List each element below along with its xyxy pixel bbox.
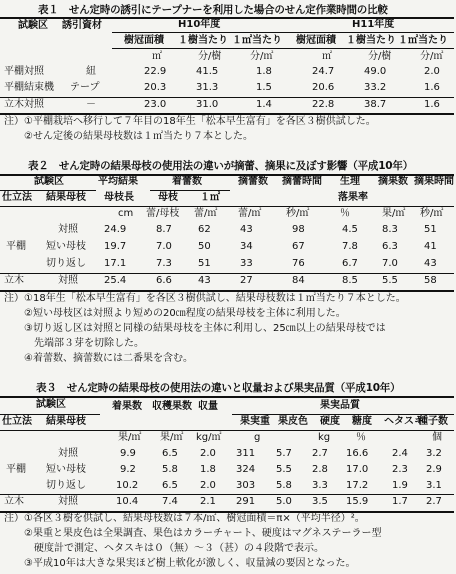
table3-row3-v0: 10.2 bbox=[116, 480, 139, 491]
table2-header-len2: 母枝長 bbox=[104, 192, 134, 203]
table2-last-v4: 84 bbox=[292, 275, 305, 286]
table3-header-rule-b bbox=[232, 414, 454, 415]
table2-row3-v4: 76 bbox=[292, 258, 305, 269]
table2-header-bud: 着蕾数 bbox=[172, 176, 202, 187]
table3-last-method: 立木 bbox=[4, 496, 24, 507]
table2-row2-v3: 34 bbox=[240, 241, 253, 252]
table1-header-h10: H10年度 bbox=[178, 19, 221, 30]
table2-header-branch: 結果母枝 bbox=[46, 192, 86, 203]
table3-title: 表３ せん定時の結果母枝の使用法の違いと収量および果実品質（平成10年） bbox=[36, 382, 401, 394]
table2-unit-6: 果/㎡ bbox=[382, 208, 406, 219]
table2-row2-branch: 短い母枝 bbox=[46, 241, 86, 252]
table2-unit-rule bbox=[0, 206, 454, 207]
table3-last-v8: 2.7 bbox=[426, 496, 442, 507]
table2-header-bud-b: １㎡ bbox=[200, 192, 220, 203]
table2-header-rule-b bbox=[150, 190, 230, 191]
table1-year-rule bbox=[112, 32, 454, 33]
table3-row1-v8: 3.2 bbox=[426, 448, 442, 459]
table3-unit-3: g bbox=[254, 432, 261, 443]
table3-unit-6: ％ bbox=[356, 432, 366, 443]
table2-header-plot: 試験区 bbox=[34, 176, 64, 187]
table1-row3-plot: 立木対照 bbox=[4, 99, 44, 110]
table1-row2-plot: 平棚結束機 bbox=[4, 82, 54, 93]
table1-header-material: 誘引資材 bbox=[62, 20, 102, 31]
table2-last-v2: 43 bbox=[198, 275, 211, 286]
table1-title: 表１ せん定時の誘引にテープナーを利用した場合のせん定作業時間の比較 bbox=[38, 4, 388, 16]
table1-row2-tree-h11: 33.2 bbox=[364, 82, 387, 93]
table2-row1-v6: 8.3 bbox=[382, 224, 398, 235]
table3-header-q1: 果皮色 bbox=[278, 416, 308, 427]
table2-header-bud-a: 母枝 bbox=[158, 192, 178, 203]
table2-row3-v3: 33 bbox=[240, 258, 253, 269]
table3-row3-v5: 3.3 bbox=[312, 480, 328, 491]
table1-header-tree-h10: １樹当たり bbox=[178, 35, 228, 46]
table3-last-v5: 3.5 bbox=[312, 496, 328, 507]
table3-header-harv: 収穫果数 bbox=[152, 401, 192, 412]
table2-last-v3: 27 bbox=[240, 275, 253, 286]
table3-header-q3: 糖度 bbox=[352, 416, 372, 427]
table3-row1-v5: 2.7 bbox=[312, 448, 328, 459]
table3-unit-1: 果/㎡ bbox=[160, 432, 184, 443]
table2-note-2: ②短い母枝区は対照より短めの20㎝程度の結果母枝を主体に利用した。 bbox=[4, 308, 346, 319]
table2-row3-v0: 17.1 bbox=[104, 258, 127, 269]
table3-note-2: ②果重と果皮色は全果調査、果色はカラーチャート、硬度はマグネステーラー型 bbox=[4, 528, 382, 539]
table3-row2-v1: 5.8 bbox=[162, 464, 178, 475]
table1-row2-tree-h10: 31.3 bbox=[196, 82, 219, 93]
table2-header-ftime: 摘果時間 bbox=[414, 176, 454, 187]
table3-header-q2: 硬度 bbox=[320, 416, 340, 427]
table3-row1-v4: 5.7 bbox=[276, 448, 292, 459]
table2-row3-branch: 切り返し bbox=[46, 258, 86, 269]
table1-row3-material: － bbox=[86, 99, 96, 110]
table1-unit-m2-h11: 分/㎡ bbox=[420, 51, 444, 62]
table2-row1-v5: 4.5 bbox=[342, 224, 358, 235]
table2-row2-v7: 41 bbox=[424, 241, 437, 252]
table3-row3-v1: 6.5 bbox=[162, 480, 178, 491]
table3-row1-v3: 311 bbox=[236, 448, 256, 459]
table2-unit-2: 蕾/㎡ bbox=[194, 208, 218, 219]
table1-mid-rule bbox=[0, 97, 454, 98]
table2-note-1: 注）①18年生「松本早生富有」を各区３樹供試し、結果母枝数は１㎡当たり７本とした。 bbox=[4, 293, 406, 304]
table3-row2-v4: 5.5 bbox=[276, 464, 292, 475]
table3-last-v2: 2.1 bbox=[200, 496, 216, 507]
table1-header-h11: H11年度 bbox=[352, 19, 395, 30]
table1-header-tree-h11: １樹当たり bbox=[346, 35, 396, 46]
table2-unit-4: 秒/㎡ bbox=[286, 208, 310, 219]
table2-header-len: 平均結果 bbox=[98, 176, 138, 187]
table1-row3-m2-h10: 1.4 bbox=[256, 99, 272, 110]
table3-row1-v0: 9.9 bbox=[120, 448, 136, 459]
table1-row2-material: テープ bbox=[70, 82, 100, 93]
table3-header-set: 着果数 bbox=[112, 401, 142, 412]
table1-unit-area-h10: ㎡ bbox=[152, 51, 162, 62]
table2-row2-v1: 7.0 bbox=[156, 241, 172, 252]
table3-last-v3: 291 bbox=[236, 496, 256, 507]
table3-unit-8: 個 bbox=[432, 432, 442, 443]
table3-row3-v3: 303 bbox=[236, 480, 256, 491]
table2-unit-0: cm bbox=[118, 208, 134, 219]
table2-header-fruit: 摘果数 bbox=[378, 176, 408, 187]
table3-unit-rule bbox=[0, 430, 454, 431]
table3-mid-rule bbox=[0, 494, 454, 495]
table1-note-1: 注）①平棚栽培へ移行して７年目の18年生「松本早生富有」を各区３樹供試した。 bbox=[4, 116, 376, 127]
table1-row1-area-h11: 24.7 bbox=[312, 66, 335, 77]
table2-last-v0: 25.4 bbox=[104, 275, 127, 286]
table3-row1-v1: 6.5 bbox=[162, 448, 178, 459]
table3-header-quality: 果実品質 bbox=[320, 400, 360, 411]
table3-row2-v7: 2.3 bbox=[392, 464, 408, 475]
table3-header-branch: 結果母枝 bbox=[46, 416, 86, 427]
table1-row1-plot: 平棚対照 bbox=[4, 66, 44, 77]
table2-header-rule-a bbox=[0, 190, 96, 191]
table3-row3-branch: 切り返し bbox=[46, 480, 86, 491]
table3-header-q4: ヘタスキ bbox=[384, 416, 424, 427]
table3-last-branch: 対照 bbox=[58, 496, 78, 507]
table2-row2-v5: 7.8 bbox=[342, 241, 358, 252]
table2-header-method: 仕立法 bbox=[2, 192, 32, 203]
table2-group-label: 平棚 bbox=[6, 241, 26, 252]
table1-unit-tree-h10: 分/樹 bbox=[198, 51, 222, 62]
table1-row3-area-h10: 23.0 bbox=[144, 99, 167, 110]
table3-top-rule bbox=[0, 396, 454, 398]
table3-row2-v3: 324 bbox=[236, 464, 256, 475]
table1-header-m2-h11: １㎡当たり bbox=[398, 35, 448, 46]
table2-unit-5: ％ bbox=[340, 208, 350, 219]
table3-row3-v6: 17.2 bbox=[346, 480, 369, 491]
table2-unit-3: 蕾/㎡ bbox=[238, 208, 262, 219]
table2-unit-7: 秒/㎡ bbox=[420, 208, 444, 219]
table3-row2-v6: 17.0 bbox=[346, 464, 369, 475]
table3-row3-v4: 5.8 bbox=[276, 480, 292, 491]
table1-header-area-h10: 樹冠面積 bbox=[124, 35, 164, 46]
table1-row3-tree-h10: 31.0 bbox=[196, 99, 219, 110]
table2-header-phys2: 落果率 bbox=[338, 192, 368, 203]
table2-note-3: ③切り返し区は対照と同様の結果母枝を主体に利用し、25㎝以上の結果母枝では bbox=[4, 323, 386, 334]
table1-header-m2-h10: １㎡当たり bbox=[232, 35, 282, 46]
table1-row1-tree-h10: 41.5 bbox=[196, 66, 219, 77]
table3-note-3: 硬度計で測定、ヘタスキは０（無）～３（甚）の４段階で表示。 bbox=[4, 543, 324, 554]
table2-unit-1: 蕾/母枝 bbox=[146, 208, 180, 219]
table2-row1-v3: 43 bbox=[240, 224, 253, 235]
table1-row2-m2-h10: 1.5 bbox=[256, 82, 272, 93]
table2-row2-v4: 67 bbox=[292, 241, 305, 252]
table1-note-2: ②せん定後の結果母枝数は１㎡当たり７本とした。 bbox=[4, 131, 253, 142]
table2-last-v6: 5.5 bbox=[382, 275, 398, 286]
table3-header-yield: 収量 bbox=[198, 401, 218, 412]
table2-row1-v0: 24.9 bbox=[104, 224, 127, 235]
table3-row2-v2: 1.8 bbox=[200, 464, 216, 475]
table2-row1-v1: 8.7 bbox=[156, 224, 172, 235]
table3-row1-v6: 16.6 bbox=[346, 448, 369, 459]
table3-last-v6: 15.9 bbox=[346, 496, 369, 507]
table2-row1-v7: 51 bbox=[424, 224, 437, 235]
table2-last-v7: 58 bbox=[424, 275, 437, 286]
table3-last-v0: 10.4 bbox=[116, 496, 139, 507]
table3-row3-v8: 3.1 bbox=[426, 480, 442, 491]
table1-row3-area-h11: 22.8 bbox=[312, 99, 335, 110]
table3-note-1: 注）①各区３樹を供試し、結果母枝数は７本/㎡、樹冠面積＝π×（平均半径）²。 bbox=[4, 513, 365, 524]
table2-row1-v2: 62 bbox=[198, 224, 211, 235]
table1-header-plot: 試験区 bbox=[18, 20, 48, 31]
table3-row3-v7: 1.9 bbox=[392, 480, 408, 491]
table2-row2-v0: 19.7 bbox=[104, 241, 127, 252]
table2-row3-v1: 7.3 bbox=[156, 258, 172, 269]
table1-row1-tree-h11: 49.0 bbox=[364, 66, 387, 77]
table1-row1-m2-h11: 2.0 bbox=[424, 66, 440, 77]
table2-row2-v2: 50 bbox=[198, 241, 211, 252]
table1-row2-area-h11: 20.6 bbox=[312, 82, 335, 93]
table1-row1-m2-h10: 1.8 bbox=[256, 66, 272, 77]
table3-last-v7: 1.7 bbox=[392, 496, 408, 507]
table2-row1-branch: 対照 bbox=[58, 224, 78, 235]
table2-header-time: 摘蕾時間 bbox=[282, 176, 322, 187]
table3-row2-v0: 9.2 bbox=[120, 464, 136, 475]
table1-unit-tree-h11: 分/樹 bbox=[368, 51, 392, 62]
table3-last-v1: 7.4 bbox=[162, 496, 178, 507]
table2-last-v1: 6.6 bbox=[156, 275, 172, 286]
table1-header-rule bbox=[112, 48, 454, 49]
table1-row2-area-h10: 20.3 bbox=[144, 82, 167, 93]
table3-row1-branch: 対照 bbox=[58, 448, 78, 459]
table3-header-q5: 種子数 bbox=[418, 416, 448, 427]
table3-row2-v5: 2.8 bbox=[312, 464, 328, 475]
table1-row3-m2-h11: 1.6 bbox=[424, 99, 440, 110]
table2-title: 表２ せん定時の結果母枝の使用法の違いが摘蕾、摘果に及ぼす影響（平成10年） bbox=[28, 160, 414, 172]
table3-unit-5: kg bbox=[318, 432, 331, 443]
table3-header-method: 仕立法 bbox=[2, 416, 32, 427]
table2-mid-rule bbox=[0, 273, 454, 274]
table2-row1-v4: 98 bbox=[292, 224, 305, 235]
table2-row3-v2: 51 bbox=[198, 258, 211, 269]
table3-row1-v7: 2.4 bbox=[392, 448, 408, 459]
table2-row3-v5: 6.7 bbox=[342, 258, 358, 269]
table3-header-rule-a bbox=[0, 414, 100, 415]
table3-unit-2: kg/㎡ bbox=[196, 432, 222, 443]
table3-row2-branch: 短い母枝 bbox=[46, 464, 86, 475]
table3-header-q0: 果実重 bbox=[240, 416, 270, 427]
table1-row1-area-h10: 22.9 bbox=[144, 66, 167, 77]
table1-unit-m2-h10: 分/㎡ bbox=[250, 51, 274, 62]
table2-header-thin: 摘蕾数 bbox=[238, 176, 268, 187]
table1-header-area-h11: 樹冠面積 bbox=[296, 35, 336, 46]
table2-header-phys: 生理 bbox=[340, 176, 360, 187]
table2-last-v5: 8.5 bbox=[342, 275, 358, 286]
table3-header-plot: 試験区 bbox=[36, 399, 66, 410]
table2-row3-v6: 7.0 bbox=[382, 258, 398, 269]
table3-row1-v2: 2.0 bbox=[200, 448, 216, 459]
table2-note-5: ④着蕾数、摘蕾数には二番果を含む。 bbox=[4, 353, 193, 364]
table3-note-4: ③平成10年は大きな果実ほど樹上軟化が激しく、収量減の要因となった。 bbox=[4, 558, 356, 569]
table3-unit-0: 果/㎡ bbox=[118, 432, 142, 443]
table2-last-method: 立木 bbox=[4, 275, 24, 286]
table1-row3-tree-h11: 38.7 bbox=[364, 99, 387, 110]
table2-row3-v7: 43 bbox=[424, 258, 437, 269]
table1-unit-area-h11: ㎡ bbox=[322, 51, 332, 62]
table2-last-branch: 対照 bbox=[58, 275, 78, 286]
table1-row2-m2-h11: 1.6 bbox=[424, 82, 440, 93]
table3-group-label: 平棚 bbox=[6, 464, 26, 475]
table3-last-v4: 5.0 bbox=[276, 496, 292, 507]
table3-row2-v8: 2.9 bbox=[426, 464, 442, 475]
table2-note-4: 先端部３芽を切除した。 bbox=[4, 338, 144, 349]
table1-row1-material: 紐 bbox=[86, 66, 96, 77]
table3-row3-v2: 2.0 bbox=[200, 480, 216, 491]
table2-row2-v6: 6.3 bbox=[382, 241, 398, 252]
